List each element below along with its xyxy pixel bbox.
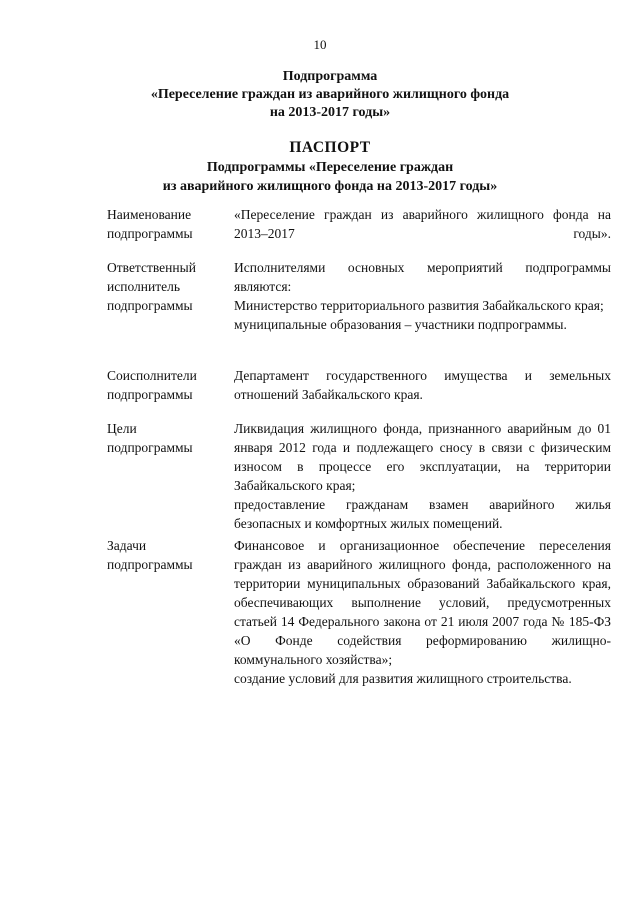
title-line-1: Подпрограмма (282, 69, 378, 84)
label-line: исполнитель (107, 279, 180, 294)
passport-title: ПАСПОРТ (289, 139, 371, 156)
passport-subtitle-2: из аварийного жилищного фонда на 2013-2017 годы» (162, 179, 498, 194)
row-label (107, 419, 227, 457)
content-paragraph: Исполнителями основных мероприятий подпрограммы являются: (234, 260, 611, 294)
label-line: Цели (107, 421, 137, 436)
content-paragraph: предоставление гражданам взамен аварийного жилья безопасных и комфортных жилых помещений. (234, 497, 611, 531)
label-line: Соисполнители (107, 368, 197, 383)
content-paragraph: Департамент государственного имущества и земельных отношений Забайкальского края. (234, 368, 611, 402)
row-label (107, 258, 227, 315)
title-line-3: на 2013-2017 годы» (269, 105, 391, 120)
content-paragraph: «Переселение граждан из аварийного жилищного фонда на 2013–2017 годы». (234, 207, 611, 241)
content-paragraph: Министерство территориального развития Забайкальского края; (234, 298, 604, 313)
passport-heading (120, 138, 540, 196)
label-line: подпрограммы (107, 387, 193, 402)
row-label (107, 366, 227, 404)
page-number: 10 (313, 37, 327, 52)
content-paragraph: создание условий для развития жилищного строительства. (234, 671, 572, 686)
content-paragraph: Финансовое и организационное обеспечение переселения граждан из аварийного жилищного фонда, расположенного на территории муниципальных образований Забайкальского края, обеспечивающих выполнение условий, предусмотренных статьей 14 Федерального закона от 21 июля 2007 года № 185-ФЗ «О Фонде содействия реформированию жилищно-коммунального хозяйства»; (234, 538, 611, 667)
label-line: Задачи (107, 538, 147, 553)
row-content (234, 419, 611, 533)
content-paragraph: Ликвидация жилищного фонда, признанного аварийным до 01 января 2012 года и подлежащего сносу в связи с физическим износом в процессе его эксплуатации, на территории Забайкальского края; (234, 421, 611, 493)
passport-subtitle-1: Подпрограммы «Переселение граждан (206, 160, 454, 175)
row-label (107, 536, 227, 574)
row-content (234, 205, 611, 243)
row-content (234, 536, 611, 688)
row-content (234, 258, 611, 334)
row-content (234, 366, 611, 404)
label-line: подпрограммы (107, 226, 193, 241)
label-line: Наименование (107, 207, 192, 222)
label-line: подпрограммы (107, 557, 193, 572)
title-line-2: «Переселение граждан из аварийного жилищного фонда (150, 87, 510, 102)
label-line: подпрограммы (107, 440, 193, 455)
label-line: Ответственный (107, 260, 196, 275)
content-paragraph: муниципальные образования – участники подпрограммы. (234, 317, 567, 332)
row-label (107, 205, 227, 243)
subprogram-title (120, 68, 540, 122)
label-line: подпрограммы (107, 298, 193, 313)
